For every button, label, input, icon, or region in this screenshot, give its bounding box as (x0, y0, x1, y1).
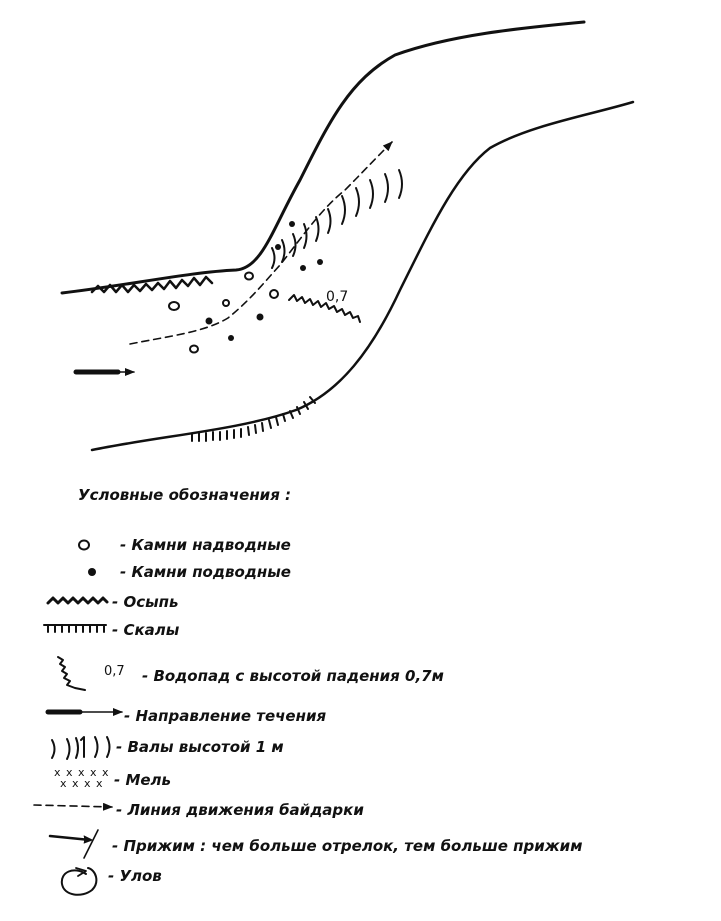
scree-icon (48, 598, 107, 603)
legend-item-scree (48, 593, 179, 611)
rocks-icon (44, 625, 106, 632)
legend-item-stones-under (88, 563, 291, 581)
kayak-line-icon (34, 805, 112, 807)
waves (272, 170, 402, 268)
waterfall-line (289, 295, 360, 322)
river-map (62, 22, 633, 450)
legend-item-waves (52, 737, 284, 759)
svg-text:x: x (96, 777, 103, 790)
legend-text-rocks: - Скалы (112, 621, 180, 639)
legend-item-flow (48, 707, 326, 725)
waterfall-icon (58, 657, 85, 690)
legend-title: Условные обозначения : (78, 486, 292, 504)
upper-bank-line (62, 22, 584, 293)
legend-item-shoal (54, 766, 171, 790)
shoal-icon (54, 766, 109, 790)
filled-stone-icon (88, 568, 96, 576)
legend-item-rocks (44, 621, 180, 639)
legend (34, 486, 582, 895)
legend-text-flow: - Направление течения (124, 707, 327, 725)
svg-text:x: x (78, 766, 85, 779)
legend-text-waves: - Валы высотой 1 м (116, 738, 284, 756)
waterfall-height-label: 0,7 (326, 289, 349, 305)
legend-item-waterfall (58, 657, 444, 690)
legend-item-press (50, 830, 582, 858)
svg-text:x: x (90, 766, 97, 779)
legend-text-waterfall: - Водопад с высотой падения 0,7м (142, 667, 444, 685)
rocks-on-lower-bank (192, 397, 315, 441)
svg-text:x: x (54, 766, 61, 779)
legend-item-kayak-line (34, 801, 364, 819)
open-stone-icon (79, 541, 89, 550)
svg-text:x: x (60, 777, 67, 790)
legend-text-kayak-line: - Линия движения байдарки (116, 801, 364, 819)
svg-text:x: x (102, 766, 109, 779)
legend-text-eddy: - Улов (108, 867, 162, 885)
legend-text-scree: - Осыпь (112, 593, 179, 611)
waves-icon (52, 737, 110, 759)
svg-text:x: x (84, 777, 91, 790)
legend-text-stones-under: - Камни подводные (120, 563, 291, 581)
legend-text-stones-above: - Камни надводные (120, 536, 291, 554)
legend-waterfall-icon-label: 0,7 (104, 664, 125, 679)
legend-item-eddy (62, 867, 162, 895)
legend-text-shoal: - Мель (114, 771, 172, 789)
press-icon (50, 830, 98, 858)
eddy-icon (62, 868, 97, 895)
svg-text:x: x (72, 777, 79, 790)
legend-item-stones-above (79, 536, 291, 554)
legend-text-press: - Прижим : чем больше отрелок, тем больше прижим (112, 837, 583, 855)
svg-text:x: x (66, 766, 73, 779)
